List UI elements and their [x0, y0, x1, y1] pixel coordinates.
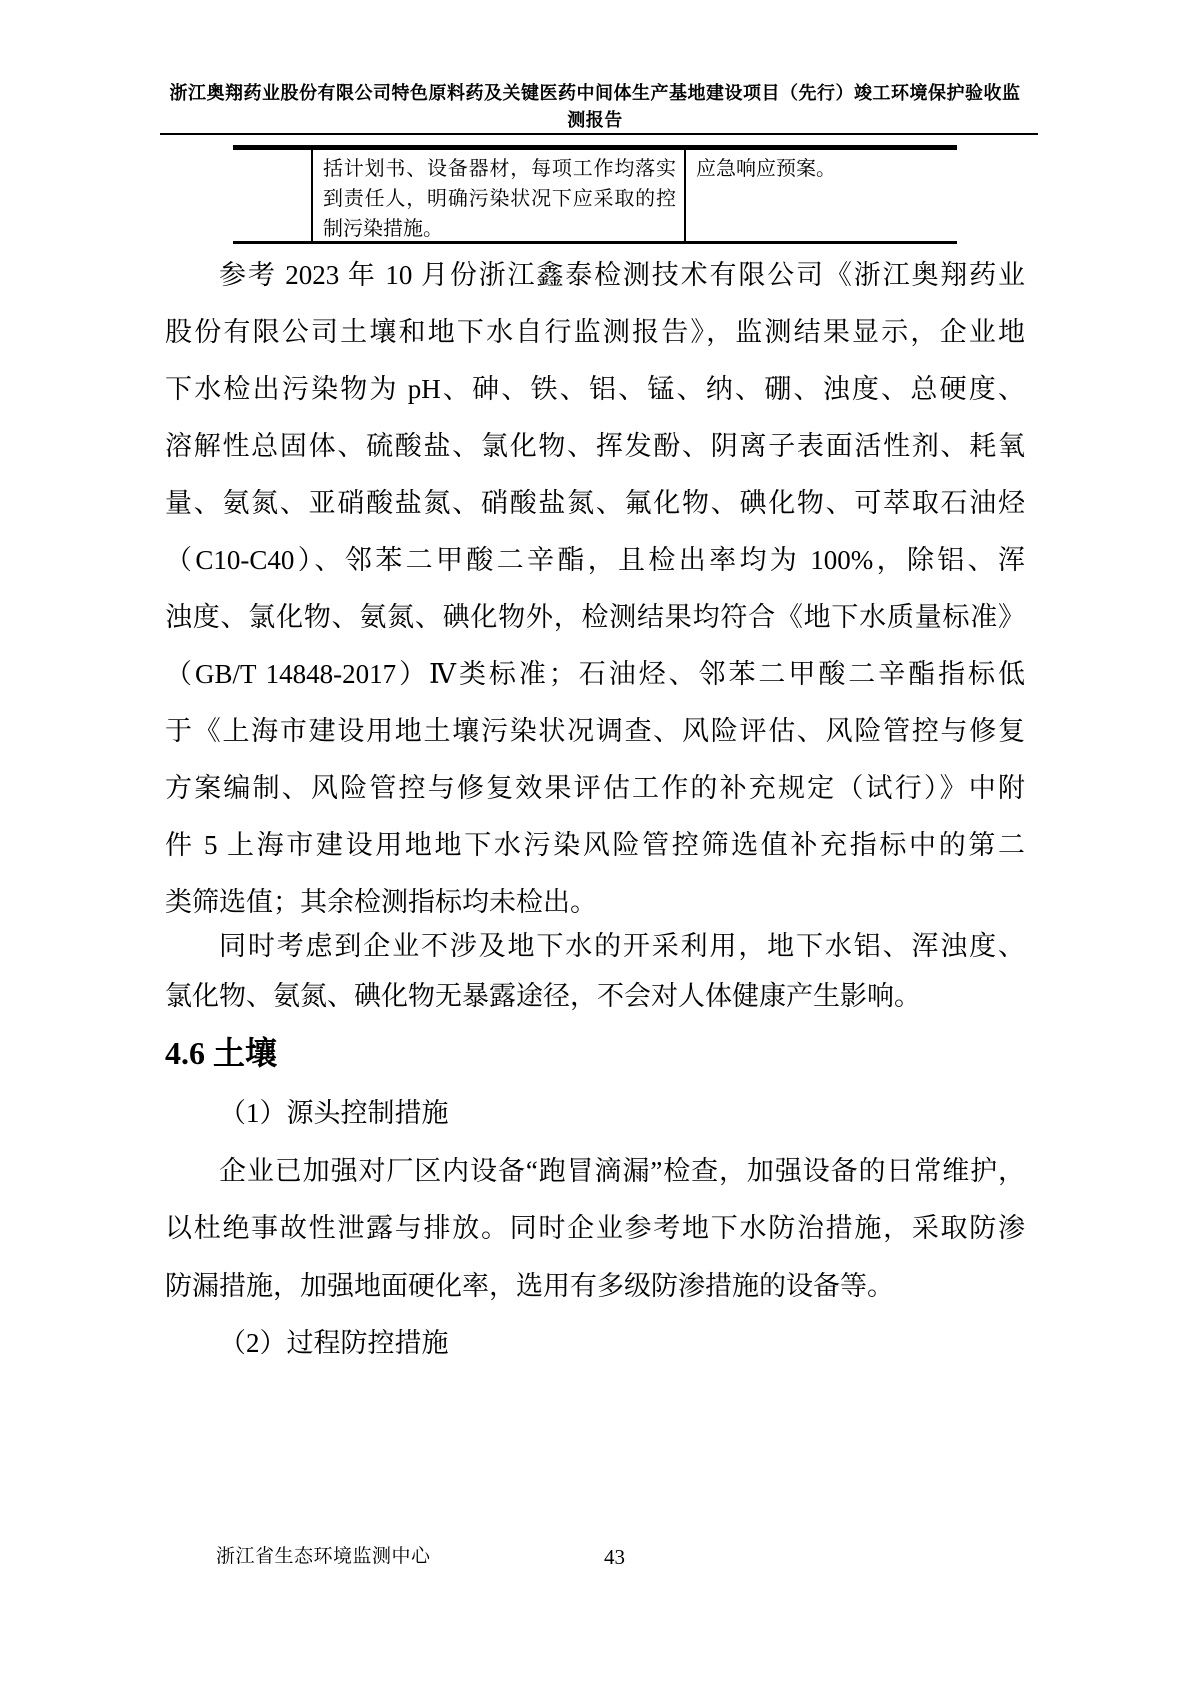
body-text-line: 方案编制、风险管控与修复效果评估工作的补充规定（试行）》中附 [165, 773, 1025, 803]
header-title-line2: 测报告 [567, 110, 623, 130]
body-text-line: 件 5 上海市建设用地地下水污染风险管控筛选值补充指标中的第二 [165, 830, 1025, 860]
table-text-line: 应急响应预案。 [696, 158, 836, 180]
body-text-line: （GB/T 14848-2017）Ⅳ类标准；石油烃、邻苯二甲酸二辛酯指标低 [165, 659, 1025, 689]
table-cell-control-measures [313, 150, 686, 241]
paragraph-groundwater-monitoring [165, 247, 1025, 931]
list-item-process-control: （2）过程防控措施 [219, 1328, 449, 1358]
section-heading-soil: 4.6 土壤 [165, 1035, 278, 1071]
footer-organization: 浙江省生态环境监测中心 [216, 1546, 431, 1567]
body-text-line: 量、氨氮、亚硝酸盐氮、硝酸盐氮、氟化物、碘化物、可萃取石油烃 [165, 488, 1025, 518]
body-text-line: 防漏措施，加强地面硬化率，选用有多级防渗措施的设备等。 [165, 1270, 894, 1301]
paragraph-exposure-conclusion [165, 921, 1025, 1021]
body-text-line: 股份有限公司土壤和地下水自行监测报告》，监测结果显示，企业地 [165, 317, 1025, 347]
footer-page-number: 43 [604, 1545, 625, 1569]
body-text-line: 以杜绝事故性泄露与排放。同时企业参考地下水防治措施，采取防渗 [165, 1213, 1025, 1243]
measures-table-fragment [233, 145, 957, 244]
body-text-line: 浊度、氯化物、氨氮、碘化物外，检测结果均符合《地下水质量标准》 [165, 602, 1025, 632]
body-text-line: （C10-C40）、邻苯二甲酸二辛酯，且检出率均为 100%，除铝、浑 [165, 545, 1025, 575]
header-title-line1: 浙江奥翔药业股份有限公司特色原料药及关键医药中间体生产基地建设项目（先行）竣工环境保护验收监 [169, 83, 1021, 103]
body-text-line: 氯化物、氨氮、碘化物无暴露途径，不会对人体健康产生影响。 [165, 981, 921, 1011]
soil-section-body [165, 1085, 1025, 1373]
table-text-line: 到责任人，明确污染状况下应采取的控 [323, 188, 676, 210]
table-text-line: 括计划书、设备器材，每项工作均落实 [323, 158, 676, 180]
body-text-line: 下水检出污染物为 pH、砷、铁、铝、锰、纳、硼、浊度、总硬度、 [165, 374, 1025, 404]
list-item-source-control: （1）源头控制措施 [219, 1098, 449, 1128]
header-divider [160, 133, 1038, 135]
table-cell-emergency-plan [686, 150, 957, 241]
body-text-line: 同时考虑到企业不涉及地下水的开采利用，地下水铝、浑浊度、 [219, 931, 1025, 961]
body-text-line: 企业已加强对厂区内设备“跑冒滴漏”检查，加强设备的日常维护， [219, 1155, 1025, 1186]
page-header [95, 80, 1095, 134]
table-text-line: 制污染措施。 [323, 218, 443, 240]
table-cell-empty [233, 150, 313, 241]
body-text-line: 参考 2023 年 10 月份浙江鑫泰检测技术有限公司《浙江奥翔药业 [219, 260, 1025, 290]
body-text-line: 类筛选值；其余检测指标均未检出。 [165, 887, 597, 917]
body-text-line: 于《上海市建设用地土壤污染状况调查、风险评估、风险管控与修复 [165, 716, 1025, 746]
body-text-line: 溶解性总固体、硫酸盐、氯化物、挥发酚、阴离子表面活性剂、耗氧 [165, 431, 1025, 461]
